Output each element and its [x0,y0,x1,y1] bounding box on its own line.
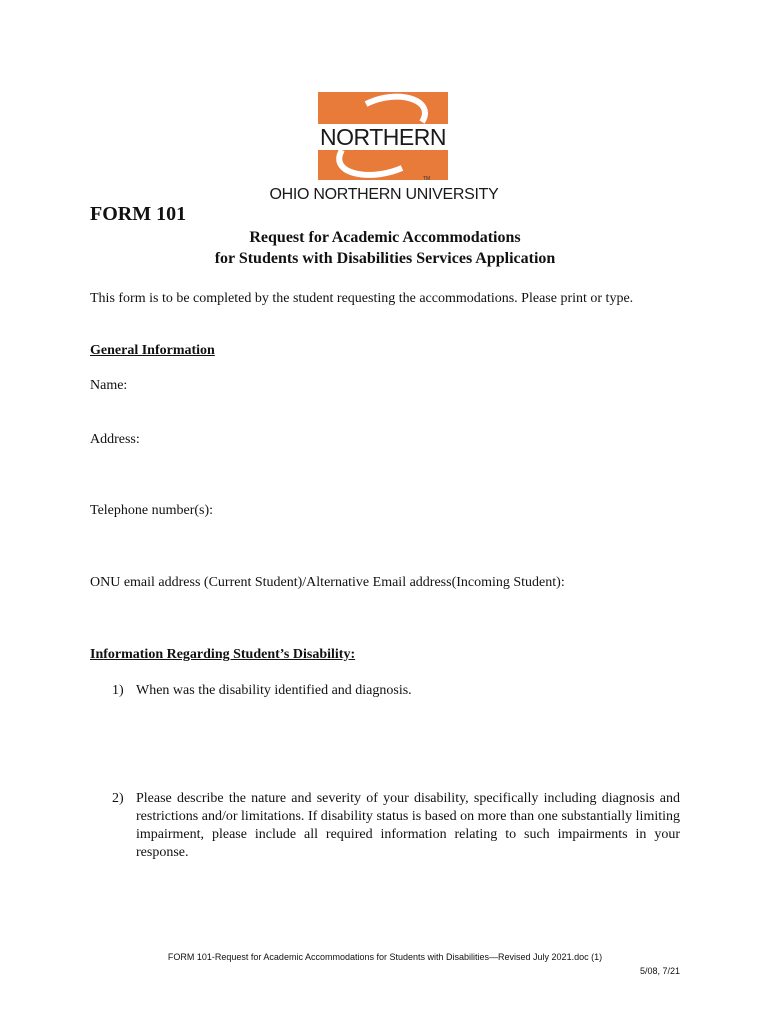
address-label: Address: [90,432,140,447]
logo-trademark: TM [423,176,431,182]
question-1-text: When was the disability identified and diagnosis. [136,683,412,698]
logo-wordmark: NORTHERN [320,124,446,150]
form-title-line-2: for Students with Disabilities Services Application [214,250,556,267]
footer-document-name: FORM 101-Request for Academic Accommodations for Students with Disabilities—Revised July 2021.doc (1) [167,952,603,962]
email-label: ONU email address (Current Student)/Alternative Email address(Incoming Student): [90,575,565,590]
disability-information-heading: Information Regarding Student’s Disability: [90,647,356,662]
question-2-text: Please describe the nature and severity of your disability, specifically including diagnosis and restrictions and/or limitations. If disability status is based on more than one substantially limiting impairment, please include all required information relating to such impairments in your response. [136,791,680,860]
telephone-label: Telephone number(s): [90,503,214,518]
university-logo [262,92,502,204]
question-2-number: 2) [112,791,124,806]
form-number: FORM 101 [90,203,187,225]
logo-university-name: OHIO NORTHERN UNIVERSITY [269,186,499,203]
form-title-line-1: Request for Academic Accommodations [249,229,521,246]
footer-revision-dates: 5/08, 7/21 [639,966,680,976]
question-1-number: 1) [112,683,124,698]
intro-paragraph: This form is to be completed by the student requesting the accommodations. Please print or type. [90,291,634,306]
general-information-heading: General Information [90,343,215,358]
name-label: Name: [90,378,128,393]
